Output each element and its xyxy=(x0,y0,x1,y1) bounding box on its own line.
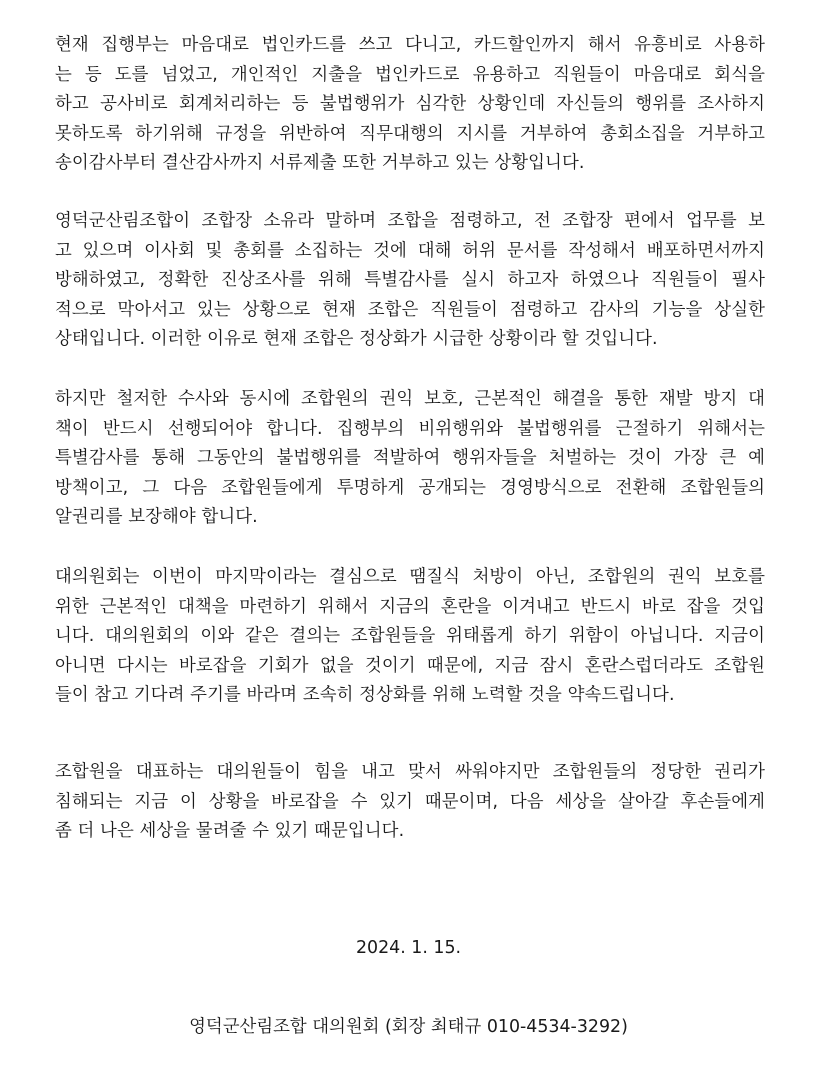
text-line: 는 등 도를 넘었고, 개인적인 지출을 법인카드로 유용하고 직원들이 마음대로 회식을 xyxy=(55,64,765,85)
text-line: 방해하였고, 정확한 진상조사를 위해 특별감사를 실시 하고자 하였으나 직원들이 필사 xyxy=(55,270,765,290)
text-line: 아니면 다시는 바로잡을 기회가 없을 것이기 때문에, 지금 잠시 혼란스럽더라도 조합원 xyxy=(55,655,765,676)
text-line: 알권리를 보장해야 합니다. xyxy=(55,507,258,527)
text-line: 못하도록 하기위해 규정을 위반하여 직무대행의 지시를 거부하여 총회소집을 거부하고 xyxy=(55,123,765,144)
text-line: 위한 근본적인 대책을 마련하기 위해서 지금의 혼란을 이겨내고 반드시 바로 잡을 것입 xyxy=(55,596,765,617)
text-line: 고 있으며 이사회 및 총회를 소집하는 것에 대해 허위 문서를 작성해서 배포하면서까지 xyxy=(55,240,765,261)
paragraph-3 xyxy=(55,385,765,533)
text-line: 상태입니다. 이러한 이유로 현재 조합은 정상화가 시급한 상황이라 할 것입니다. xyxy=(55,329,658,349)
text-line: 들이 참고 기다려 주기를 바라며 조속히 정상화를 위해 노력할 것을 약속드립니다. xyxy=(55,685,675,705)
signature-line: 영덕군산림조합 대의원회 (회장 최태규 010-4534-3292) xyxy=(189,1017,628,1037)
text-line: 송이감사부터 결산감사까지 서류제출 또한 거부하고 있는 상황입니다. xyxy=(55,153,585,173)
document-date: 2024. 1. 15. xyxy=(355,938,462,958)
paragraph-5 xyxy=(55,758,765,847)
text-line: 침해되는 지금 이 상황을 바로잡을 수 있기 때문이며, 다음 세상을 살아갈 후손들에게 xyxy=(55,791,765,812)
text-line: 대의원회는 이번이 마지막이라는 결심으로 땜질식 처방이 아닌, 조합원의 권익 보호를 xyxy=(55,567,765,587)
paragraph-4 xyxy=(55,563,765,711)
text-line: 적으로 막아서고 있는 상황으로 현재 조합은 직원들이 점령하고 감사의 기능을 상실한 xyxy=(55,299,765,320)
text-line: 하지만 철저한 수사와 동시에 조합원의 권익 보호, 근본적인 해결을 통한 재발 방지 대 xyxy=(55,389,765,409)
text-line: 니다. 대의원회의 이와 같은 결의는 조합원들을 위태롭게 하기 위함이 아닙니다. 지금이 xyxy=(55,626,765,646)
text-line: 특별감사를 통해 그동안의 불법행위를 적발하여 행위자들을 처벌하는 것이 가장 큰 예 xyxy=(55,448,765,468)
text-line: 방책이고, 그 다음 조합원들에게 투명하게 공개되는 경영방식으로 전환해 조합원들의 xyxy=(55,477,765,498)
paragraph-2 xyxy=(55,207,765,355)
text-line: 좀 더 나은 세상을 물려줄 수 있기 때문입니다. xyxy=(55,821,405,841)
text-line: 책이 반드시 선행되어야 합니다. 집행부의 비위행위와 불법행위를 근절하기 위해서는 xyxy=(55,418,765,439)
text-line: 하고 공사비로 회계처리하는 등 불법행위가 심각한 상황인데 자신들의 행위를 조사하지 xyxy=(55,94,765,114)
text-line: 영덕군산림조합이 조합장 소유라 말하며 조합을 점령하고, 전 조합장 편에서 업무를 보 xyxy=(55,211,765,231)
text-line: 조합원을 대표하는 대의원들이 힘을 내고 맞서 싸워야지만 조합원들의 정당한 권리가 xyxy=(55,762,765,782)
text-line: 현재 집행부는 마음대로 법인카드를 쓰고 다니고, 카드할인까지 해서 유흥비로 사용하 xyxy=(55,35,765,55)
paragraph-1 xyxy=(55,31,765,179)
